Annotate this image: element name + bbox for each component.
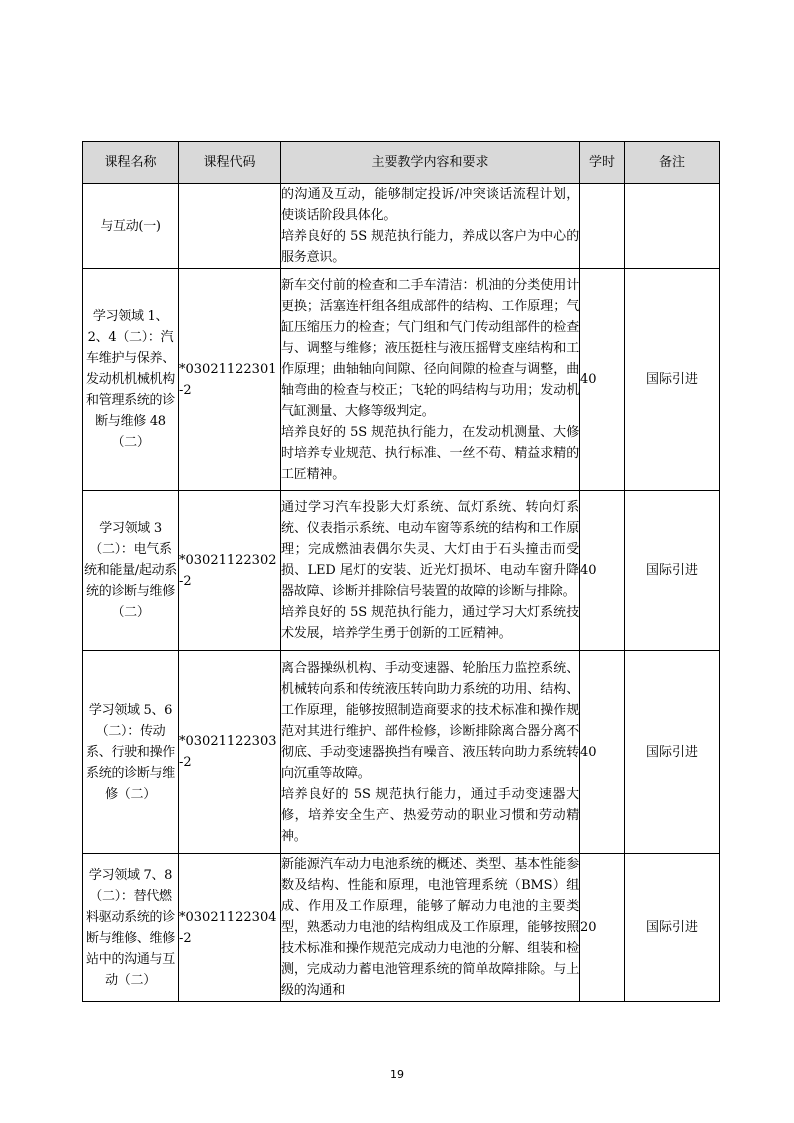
content-cell	[281, 184, 580, 269]
course-name-cell: 学习领域 5、6（二）：传动系、行驶和操作系统的诊断与维修（二）	[83, 651, 179, 854]
course-name-cell: 学习领域 7、8（二）：替代燃料驱动系统的诊断与维修、维修站中的沟通与互动（二）	[83, 854, 179, 1002]
header-course-code: 课程代码	[179, 142, 281, 184]
course-table	[82, 141, 720, 1002]
table-row	[83, 491, 720, 651]
page-number: 19	[390, 1068, 404, 1081]
course-code-cell: *03021122302-2	[179, 491, 281, 651]
table-header-row	[83, 142, 720, 184]
course-name-cell: 学习领域 3（二）：电气系统和能量/起动系统的诊断与维修（二）	[83, 491, 179, 651]
content-cell	[281, 854, 580, 1002]
table-row	[83, 269, 720, 491]
hours-cell: 20	[580, 854, 625, 1002]
table-row	[83, 854, 720, 1002]
remarks-cell: 国际引进	[625, 854, 720, 1002]
header-hours: 学时	[580, 142, 625, 184]
course-code-cell: *03021122304-2	[179, 854, 281, 1002]
course-name-cell: 学习领域 1、2、4（二）：汽车维护与保养、发动机机械机构和管理系统的诊断与维修 48（二）	[83, 269, 179, 491]
hours-cell: 40	[580, 491, 625, 651]
remarks-cell	[625, 184, 720, 269]
content-paragraph: 培养良好的 5S 规范执行能力，通过学习大灯系统技术发展，培养学生勇于创新的工匠精神。	[281, 605, 579, 641]
content-paragraph: 培养良好的 5S 规范执行能力，养成以客户为中心的服务意识。	[281, 229, 579, 265]
header-remarks: 备注	[625, 142, 720, 184]
content-paragraph: 的沟通及互动，能够制定投诉/冲突谈话流程计划，使谈话阶段具体化。	[281, 187, 579, 223]
course-code-cell: *03021122303-2	[179, 651, 281, 854]
content-cell	[281, 651, 580, 854]
content-paragraph: 通过学习汽车投影大灯系统、氙灯系统、转向灯系统、仪表指示系统、电动车窗等系统的结构和工作原理；完成燃油表偶尔失灵、大灯由于石头撞击而受损、LED 尾灯的安装、近光灯损坏、电动车窗升降器故障、诊断并排除信号装置的故障的诊断与排除。	[281, 500, 579, 599]
course-code-cell: *03021122301-2	[179, 269, 281, 491]
content-paragraph: 培养良好的 5S 规范执行能力，通过手动变速器大修，培养安全生产、热爱劳动的职业习惯和劳动精神。	[281, 786, 579, 844]
header-course-name: 课程名称	[83, 142, 179, 184]
table-row	[83, 651, 720, 854]
content-cell	[281, 491, 580, 651]
table-row	[83, 184, 720, 269]
hours-cell	[580, 184, 625, 269]
content-paragraph: 培养良好的 5S 规范执行能力，在发动机测量、大修时培养专业规范、执行标准、一丝不苟、精益求精的工匠精神。	[281, 424, 579, 482]
content-paragraph: 新车交付前的检查和二手车清洁：机油的分类使用计更换；活塞连杆组各组成部件的结构、工作原理；气缸压缩压力的检查；气门组和气门传动组部件的检查与、调整与维修；液压挺柱与液压摇臂支座结构和工作原理；曲轴轴向间隙、径向间隙的检查与调整，曲轴弯曲的检查与校正；飞轮的吗结构与功用；发动机气缸测量、大修等级判定。	[281, 277, 579, 419]
hours-cell: 40	[580, 269, 625, 491]
content-paragraph: 离合器操纵机构、手动变速器、轮胎压力监控系统、机械转向系和传统液压转向助力系统的功用、结构、工作原理，能够按照制造商要求的技术标准和操作规范对其进行维护、部件检修，诊断排除离合器分离不彻底、手动变速器换挡有噪音、液压转向助力系统转向沉重等故障。	[281, 660, 579, 781]
course-name-cell: 与互动(一)	[83, 184, 179, 269]
hours-cell: 40	[580, 651, 625, 854]
remarks-cell: 国际引进	[625, 269, 720, 491]
course-code-cell	[179, 184, 281, 269]
content-cell	[281, 269, 580, 491]
content-paragraph: 新能源汽车动力电池系统的概述、类型、基本性能参数及结构、性能和原理，电池管理系统（BMS）组成、作用及工作原理，能够了解动力电池的主要类型，熟悉动力电池的结构组成及工作原理，能够按照技术标准和操作规范完成动力电池的分解、组装和检测，完成动力蓄电池管理系统的简单故障排除。与上级的沟通和	[281, 857, 579, 998]
remarks-cell: 国际引进	[625, 491, 720, 651]
header-content: 主要教学内容和要求	[281, 142, 580, 184]
remarks-cell: 国际引进	[625, 651, 720, 854]
